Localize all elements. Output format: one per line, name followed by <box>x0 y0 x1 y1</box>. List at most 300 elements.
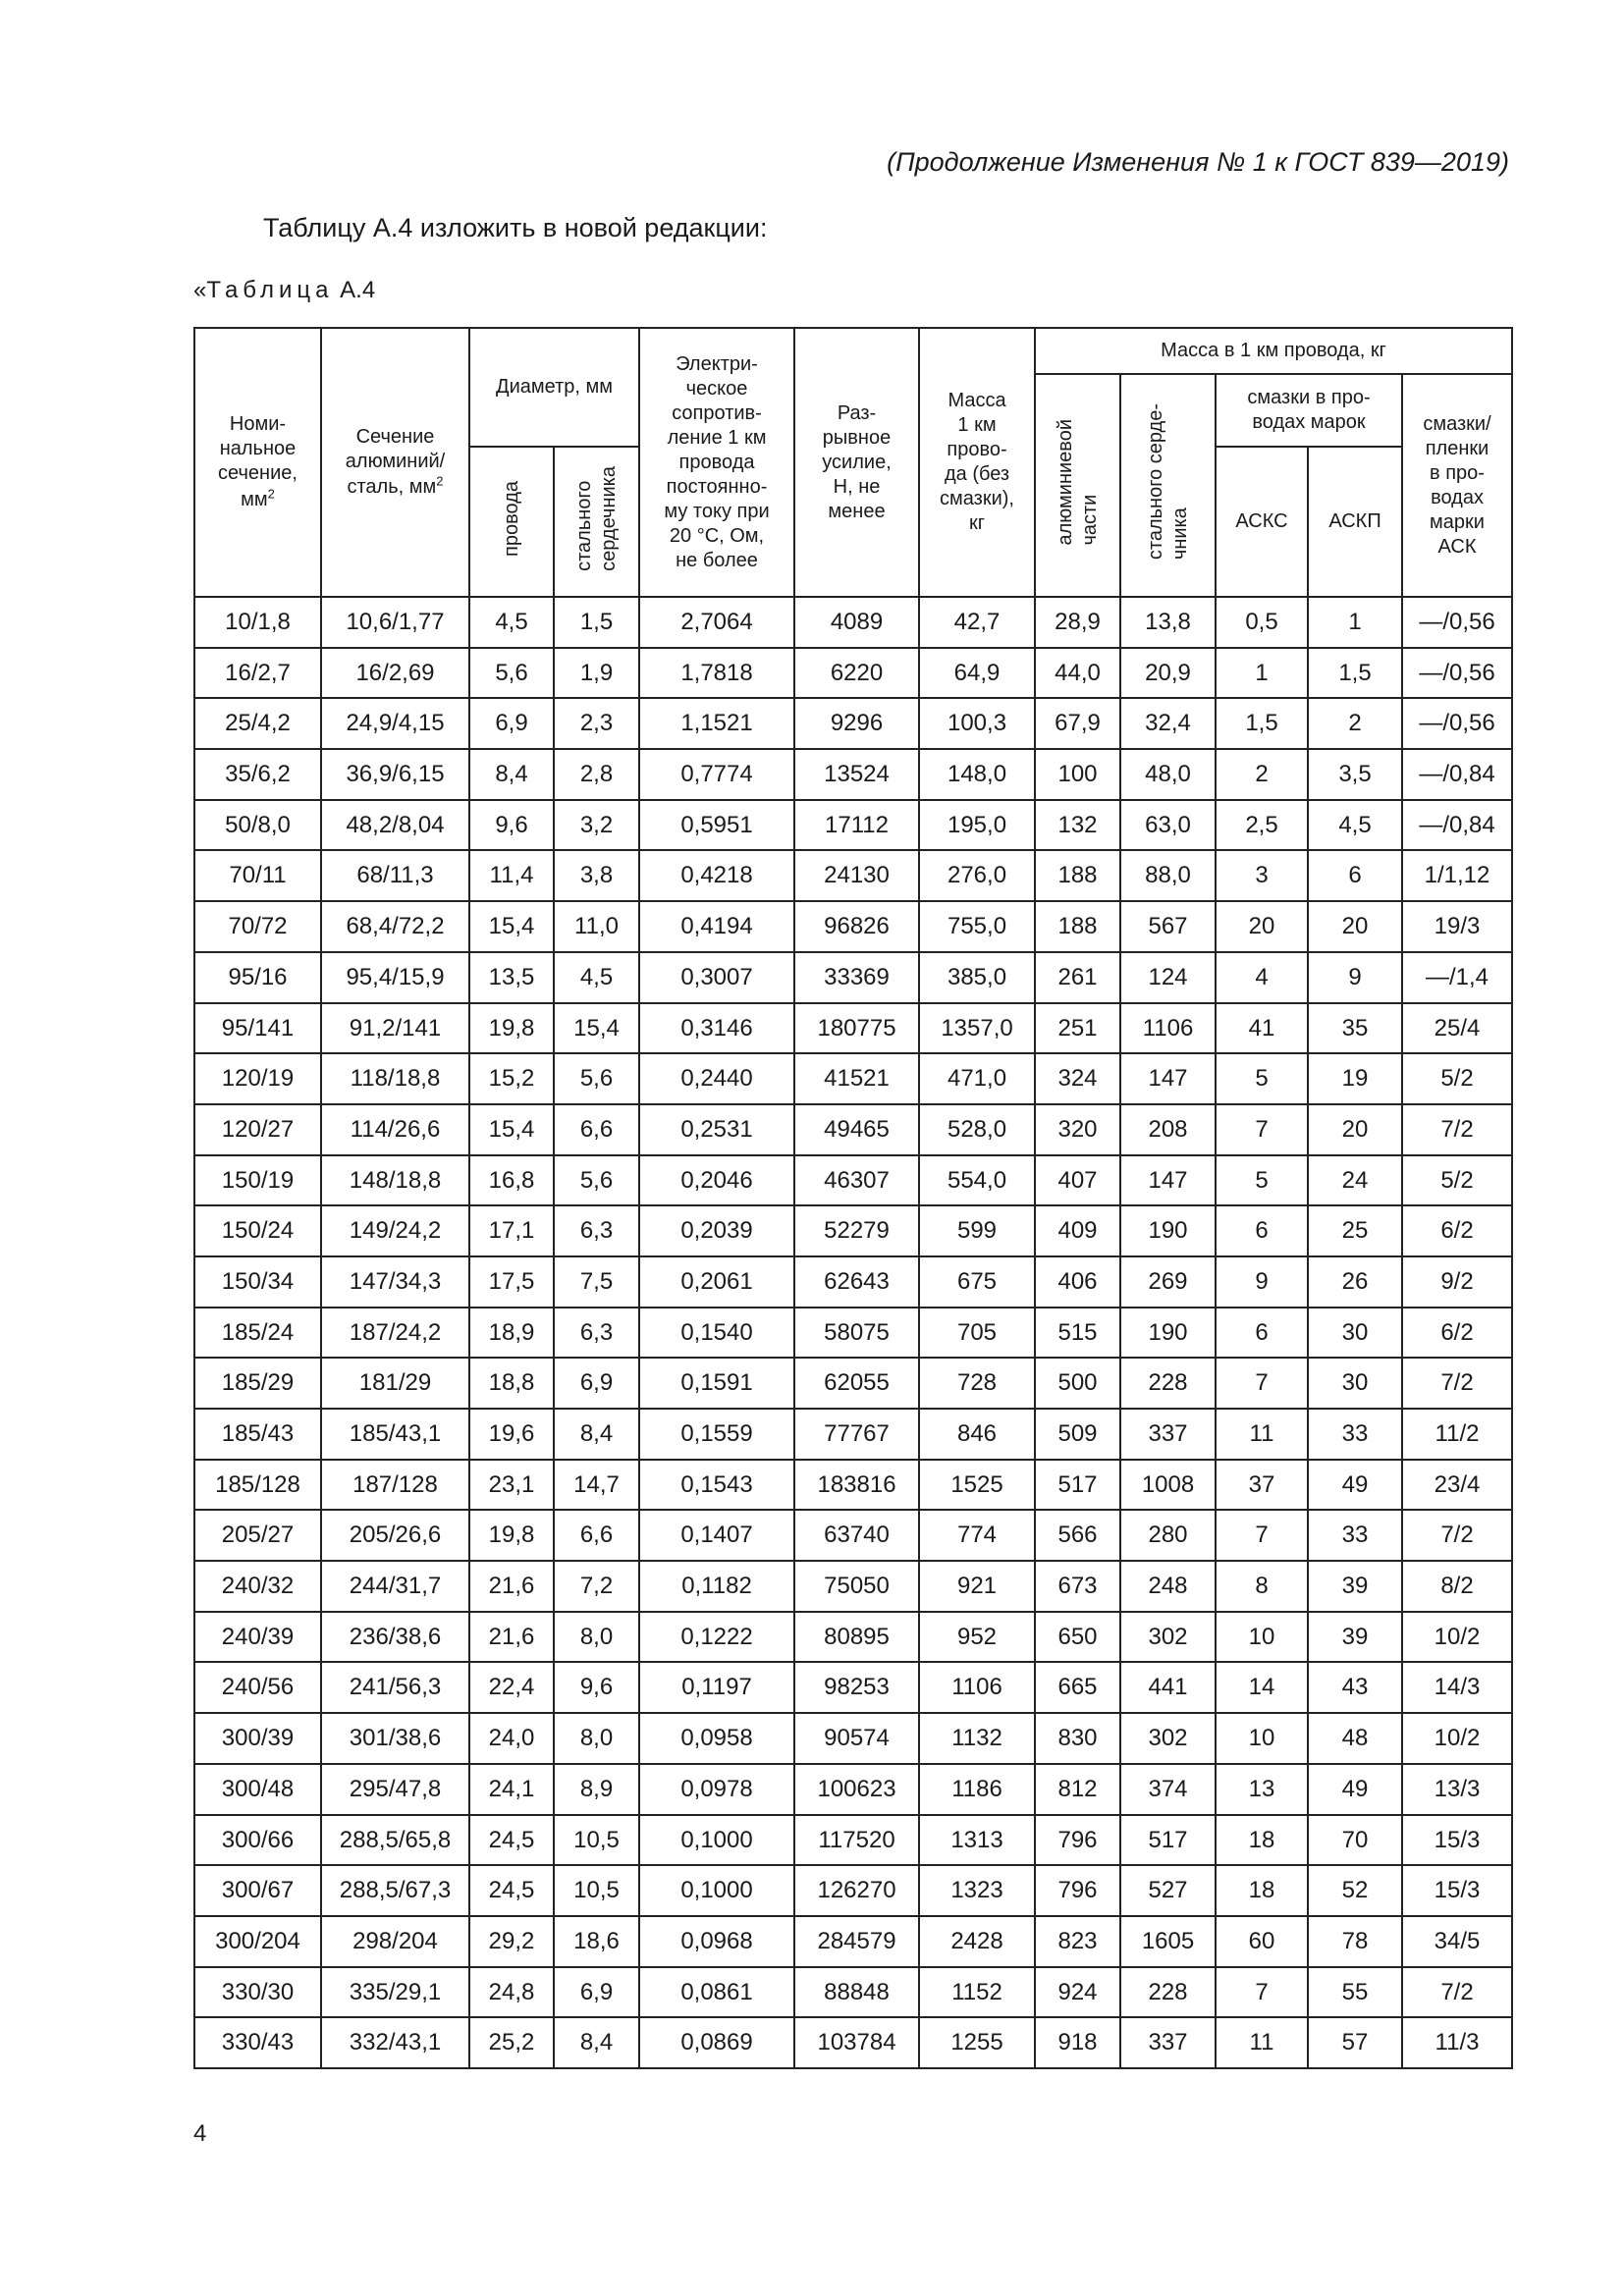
table-cell: 728 <box>919 1358 1035 1409</box>
table-cell: 24 <box>1308 1155 1402 1206</box>
table-cell: 10/2 <box>1402 1713 1512 1764</box>
table-cell: 18,9 <box>469 1308 554 1359</box>
table-cell: 244/31,7 <box>321 1561 469 1612</box>
table-cell: 49 <box>1308 1764 1402 1815</box>
table-cell: 924 <box>1035 1967 1120 2018</box>
table-cell: 0,1222 <box>639 1612 794 1663</box>
table-cell: 62643 <box>794 1256 919 1308</box>
table-cell: 11 <box>1216 1409 1308 1460</box>
table-cell: 0,1000 <box>639 1865 794 1916</box>
table-cell: 52 <box>1308 1865 1402 1916</box>
table-cell: 10/2 <box>1402 1612 1512 1663</box>
table-cell: 24,9/4,15 <box>321 698 469 749</box>
table-row <box>194 800 1512 851</box>
table-cell: 324 <box>1035 1053 1120 1104</box>
table-cell: 120/19 <box>194 1053 321 1104</box>
table-cell: 5/2 <box>1402 1053 1512 1104</box>
table-row <box>194 1662 1512 1713</box>
table-cell: 19,6 <box>469 1409 554 1460</box>
table-cell: 7/2 <box>1402 1358 1512 1409</box>
table-cell: 19 <box>1308 1053 1402 1104</box>
table-cell: 188 <box>1035 901 1120 952</box>
header-diameter-core <box>554 447 639 597</box>
table-cell: 0,1182 <box>639 1561 794 1612</box>
table-cell: 846 <box>919 1409 1035 1460</box>
header-diameter-wire <box>469 447 554 597</box>
table-cell: 70/72 <box>194 901 321 952</box>
table-cell: 1132 <box>919 1713 1035 1764</box>
header-section-sup: 2 <box>436 473 444 489</box>
table-cell: 48,2/8,04 <box>321 800 469 851</box>
table-cell: —/0,56 <box>1402 597 1512 648</box>
table-cell: 75050 <box>794 1561 919 1612</box>
table-cell: 515 <box>1035 1308 1120 1359</box>
table-cell: 406 <box>1035 1256 1120 1308</box>
table-cell: 0,2046 <box>639 1155 794 1206</box>
table-cell: 17112 <box>794 800 919 851</box>
table-row <box>194 1460 1512 1511</box>
table-cell: 823 <box>1035 1916 1120 1967</box>
table-cell: 2,5 <box>1216 800 1308 851</box>
table-row <box>194 2017 1512 2068</box>
table-cell: 330/30 <box>194 1967 321 2018</box>
table-row <box>194 1003 1512 1054</box>
table-cell: 28,9 <box>1035 597 1120 648</box>
table-cell: 126270 <box>794 1865 919 1916</box>
table-cell: 208 <box>1120 1104 1216 1155</box>
header-mass-steel <box>1120 374 1216 597</box>
table-cell: 240/39 <box>194 1612 321 1663</box>
header-section-text: Сечение алюминий/ сталь, мм <box>345 425 446 499</box>
table-cell: —/0,56 <box>1402 648 1512 699</box>
table-row <box>194 1713 1512 1764</box>
table-cell: 7,2 <box>554 1561 639 1612</box>
table-cell: 20 <box>1308 901 1402 952</box>
table-cell: 149/24,2 <box>321 1205 469 1256</box>
table-cell: 2 <box>1216 749 1308 800</box>
table-cell: 67,9 <box>1035 698 1120 749</box>
table-cell: 7 <box>1216 1967 1308 2018</box>
table-cell: 20 <box>1308 1104 1402 1155</box>
continuation-note: (Продолжение Изменения № 1 к ГОСТ 839—2019) <box>887 147 1509 177</box>
table-cell: 62055 <box>794 1358 919 1409</box>
table-cell: 650 <box>1035 1612 1120 1663</box>
table-cell: 19,8 <box>469 1003 554 1054</box>
table-cell: 0,0869 <box>639 2017 794 2068</box>
table-cell: 3,5 <box>1308 749 1402 800</box>
table-cell: 33 <box>1308 1409 1402 1460</box>
table-cell: —/1,4 <box>1402 952 1512 1003</box>
table-cell: 80895 <box>794 1612 919 1663</box>
table-cell: 17,1 <box>469 1205 554 1256</box>
table-cell: 567 <box>1120 901 1216 952</box>
table-cell: 0,1000 <box>639 1815 794 1866</box>
caption-prefix: « <box>193 277 207 303</box>
table-cell: 49 <box>1308 1460 1402 1511</box>
table-cell: 13,5 <box>469 952 554 1003</box>
table-cell: 280 <box>1120 1510 1216 1561</box>
table-cell: 183816 <box>794 1460 919 1511</box>
table-row <box>194 1916 1512 1967</box>
table-cell: 148,0 <box>919 749 1035 800</box>
table-cell: 190 <box>1120 1205 1216 1256</box>
table-cell: 26 <box>1308 1256 1402 1308</box>
table-cell: 1106 <box>919 1662 1035 1713</box>
table-cell: 228 <box>1120 1967 1216 2018</box>
header-nominal-sup: 2 <box>267 486 275 502</box>
table-cell: 68,4/72,2 <box>321 901 469 952</box>
table-cell: 1,7818 <box>639 648 794 699</box>
table-cell: 0,4194 <box>639 901 794 952</box>
table-cell: 6/2 <box>1402 1308 1512 1359</box>
table-cell: —/0,84 <box>1402 800 1512 851</box>
table-cell: 240/32 <box>194 1561 321 1612</box>
table-cell: 10,6/1,77 <box>321 597 469 648</box>
table-cell: 117520 <box>794 1815 919 1866</box>
table-cell: 95,4/15,9 <box>321 952 469 1003</box>
table-cell: 14/3 <box>1402 1662 1512 1713</box>
table-cell: 96826 <box>794 901 919 952</box>
table-cell: 29,2 <box>469 1916 554 1967</box>
table-cell: 240/56 <box>194 1662 321 1713</box>
table-row <box>194 1967 1512 2018</box>
table-cell: 60 <box>1216 1916 1308 1967</box>
table-cell: 2428 <box>919 1916 1035 1967</box>
table-cell: 185/24 <box>194 1308 321 1359</box>
table-cell: 952 <box>919 1612 1035 1663</box>
table-cell: 8,4 <box>554 2017 639 2068</box>
table-cell: 1/1,12 <box>1402 850 1512 901</box>
table-cell: 91,2/141 <box>321 1003 469 1054</box>
table-cell: 6 <box>1216 1205 1308 1256</box>
table-cell: 407 <box>1035 1155 1120 1206</box>
table-cell: 120/27 <box>194 1104 321 1155</box>
table-cell: 1008 <box>1120 1460 1216 1511</box>
table-cell: 9296 <box>794 698 919 749</box>
table-cell: 9 <box>1216 1256 1308 1308</box>
table-cell: 284579 <box>794 1916 919 1967</box>
table-cell: 103784 <box>794 2017 919 2068</box>
table-cell: 295/47,8 <box>321 1764 469 1815</box>
table-row <box>194 1764 1512 1815</box>
table-cell: 7/2 <box>1402 1104 1512 1155</box>
table-row <box>194 1358 1512 1409</box>
table-cell: 100 <box>1035 749 1120 800</box>
table-cell: 68/11,3 <box>321 850 469 901</box>
header-mass-al-text: алюминиевой части <box>1054 418 1101 546</box>
table-cell: 6 <box>1308 850 1402 901</box>
table-cell: 1186 <box>919 1764 1035 1815</box>
table-cell: 95/141 <box>194 1003 321 1054</box>
table-cell: 8/2 <box>1402 1561 1512 1612</box>
table-cell: 236/38,6 <box>321 1612 469 1663</box>
table-cell: 15/3 <box>1402 1865 1512 1916</box>
table-cell: 4,5 <box>469 597 554 648</box>
table-row <box>194 1205 1512 1256</box>
table-cell: 49465 <box>794 1104 919 1155</box>
table-row <box>194 850 1512 901</box>
table-cell: 18 <box>1216 1815 1308 1866</box>
table-row <box>194 1561 1512 1612</box>
table-cell: 5,6 <box>554 1053 639 1104</box>
table-cell: 0,0978 <box>639 1764 794 1815</box>
table-cell: 1313 <box>919 1815 1035 1866</box>
table-cell: 132 <box>1035 800 1120 851</box>
table-cell: 180775 <box>794 1003 919 1054</box>
table-cell: 6,3 <box>554 1205 639 1256</box>
table-cell: 58075 <box>794 1308 919 1359</box>
table-cell: 33369 <box>794 952 919 1003</box>
table-cell: 13/3 <box>1402 1764 1512 1815</box>
table-cell: 24,5 <box>469 1815 554 1866</box>
table-cell: 3,2 <box>554 800 639 851</box>
table-cell: 181/29 <box>321 1358 469 1409</box>
table-cell: 528,0 <box>919 1104 1035 1155</box>
table-caption <box>193 277 375 304</box>
table-cell: 0,2039 <box>639 1205 794 1256</box>
table-cell: 0,5 <box>1216 597 1308 648</box>
table-cell: 13 <box>1216 1764 1308 1815</box>
header-mass-al <box>1035 374 1120 597</box>
table-cell: 0,1559 <box>639 1409 794 1460</box>
table-cell: 6,9 <box>554 1358 639 1409</box>
table-cell: 148/18,8 <box>321 1155 469 1206</box>
table-cell: 1,1521 <box>639 698 794 749</box>
table-cell: 185/29 <box>194 1358 321 1409</box>
table-cell: 15,2 <box>469 1053 554 1104</box>
table-cell: 124 <box>1120 952 1216 1003</box>
table-cell: 8,0 <box>554 1612 639 1663</box>
table-cell: 11/3 <box>1402 2017 1512 2068</box>
table-row <box>194 749 1512 800</box>
table-cell: 43 <box>1308 1662 1402 1713</box>
table-cell: 918 <box>1035 2017 1120 2068</box>
table-cell: 98253 <box>794 1662 919 1713</box>
table-cell: —/0,84 <box>1402 749 1512 800</box>
table-cell: 35 <box>1308 1003 1402 1054</box>
table-cell: 2,7064 <box>639 597 794 648</box>
table-cell: 527 <box>1120 1865 1216 1916</box>
table-cell: 301/38,6 <box>321 1713 469 1764</box>
table-cell: 332/43,1 <box>321 2017 469 2068</box>
table-cell: 2,8 <box>554 749 639 800</box>
table-cell: 88848 <box>794 1967 919 2018</box>
header-section <box>321 328 469 597</box>
table-row <box>194 698 1512 749</box>
page-number: 4 <box>193 2120 207 2147</box>
table-cell: 11,0 <box>554 901 639 952</box>
table-cell: 0,1197 <box>639 1662 794 1713</box>
table-cell: 269 <box>1120 1256 1216 1308</box>
table-cell: 14 <box>1216 1662 1308 1713</box>
table-cell: 17,5 <box>469 1256 554 1308</box>
table-cell: 20,9 <box>1120 648 1216 699</box>
table-cell: 34/5 <box>1402 1916 1512 1967</box>
table-cell: 10,5 <box>554 1815 639 1866</box>
table-cell: 509 <box>1035 1409 1120 1460</box>
table-cell: 517 <box>1120 1815 1216 1866</box>
table-cell: 25/4 <box>1402 1003 1512 1054</box>
table-cell: 8 <box>1216 1561 1308 1612</box>
table-cell: 10 <box>1216 1713 1308 1764</box>
table-cell: 374 <box>1120 1764 1216 1815</box>
table-cell: 517 <box>1035 1460 1120 1511</box>
table-cell: 2 <box>1308 698 1402 749</box>
table-cell: 1,5 <box>554 597 639 648</box>
table-cell: 330/43 <box>194 2017 321 2068</box>
table-cell: 7/2 <box>1402 1967 1512 2018</box>
table-cell: 337 <box>1120 1409 1216 1460</box>
table-cell: 24,5 <box>469 1865 554 1916</box>
table-cell: 21,6 <box>469 1561 554 1612</box>
header-resistance: Электри- ческое сопротив- ление 1 км провода постоянно- му току при 20 °С, Ом, не более <box>639 328 794 597</box>
table-cell: 77767 <box>794 1409 919 1460</box>
table-row <box>194 952 1512 1003</box>
table-cell: 251 <box>1035 1003 1120 1054</box>
table-cell: 300/204 <box>194 1916 321 1967</box>
table-cell: 63,0 <box>1120 800 1216 851</box>
table-cell: 812 <box>1035 1764 1120 1815</box>
table-cell: 41521 <box>794 1053 919 1104</box>
table-cell: 1106 <box>1120 1003 1216 1054</box>
table-cell: 55 <box>1308 1967 1402 2018</box>
table-cell: 755,0 <box>919 901 1035 952</box>
table-cell: 11/2 <box>1402 1409 1512 1460</box>
data-table <box>193 327 1513 2069</box>
table-cell: 63740 <box>794 1510 919 1561</box>
table-cell: 70 <box>1308 1815 1402 1866</box>
table-cell: 0,0861 <box>639 1967 794 2018</box>
table-cell: 23,1 <box>469 1460 554 1511</box>
table-cell: 9/2 <box>1402 1256 1512 1308</box>
table-cell: 39 <box>1308 1561 1402 1612</box>
table-cell: 24,8 <box>469 1967 554 2018</box>
table-cell: 187/128 <box>321 1460 469 1511</box>
table-row <box>194 1053 1512 1104</box>
table-row <box>194 1612 1512 1663</box>
table-cell: 100,3 <box>919 698 1035 749</box>
header-mass-steel-text: стального серде- чника <box>1144 403 1191 561</box>
table-cell: 6,3 <box>554 1308 639 1359</box>
table-cell: 118/18,8 <box>321 1053 469 1104</box>
table-row <box>194 1510 1512 1561</box>
table-cell: 24,1 <box>469 1764 554 1815</box>
table-cell: 16,8 <box>469 1155 554 1206</box>
table-cell: 15,4 <box>469 1104 554 1155</box>
header-grease-acks: АСКС <box>1216 447 1308 597</box>
table-cell: 18,6 <box>554 1916 639 1967</box>
table-cell: 24130 <box>794 850 919 901</box>
table-cell: 300/39 <box>194 1713 321 1764</box>
table-cell: 6/2 <box>1402 1205 1512 1256</box>
table-cell: 337 <box>1120 2017 1216 2068</box>
table-cell: 195,0 <box>919 800 1035 851</box>
table-cell: 9,6 <box>469 800 554 851</box>
table-cell: 19,8 <box>469 1510 554 1561</box>
table-cell: 500 <box>1035 1358 1120 1409</box>
table-row <box>194 1409 1512 1460</box>
table-cell: 15/3 <box>1402 1815 1512 1866</box>
table-cell: 5,6 <box>554 1155 639 1206</box>
table-cell: 39 <box>1308 1612 1402 1663</box>
table-cell: 95/16 <box>194 952 321 1003</box>
table-cell: 18 <box>1216 1865 1308 1916</box>
header-diameter: Диаметр, мм <box>469 328 639 447</box>
table-cell: 6220 <box>794 648 919 699</box>
table-cell: 64,9 <box>919 648 1035 699</box>
table-cell: 665 <box>1035 1662 1120 1713</box>
table-cell: 554,0 <box>919 1155 1035 1206</box>
table-cell: 302 <box>1120 1713 1216 1764</box>
table-cell: 248 <box>1120 1561 1216 1612</box>
table-cell: 9 <box>1308 952 1402 1003</box>
table-cell: 42,7 <box>919 597 1035 648</box>
table-cell: 796 <box>1035 1815 1120 1866</box>
table-cell: 185/128 <box>194 1460 321 1511</box>
table-cell: 796 <box>1035 1865 1120 1916</box>
table-cell: 147/34,3 <box>321 1256 469 1308</box>
table-cell: 7 <box>1216 1510 1308 1561</box>
table-cell: 1,5 <box>1216 698 1308 749</box>
header-nominal-text: Номи- нальное сечение, мм <box>218 413 298 510</box>
header-grease-film: смазки/ пленки в про- водах марки АСК <box>1402 374 1512 597</box>
header-mass-group: Масса в 1 км провода, кг <box>1035 328 1512 374</box>
table-cell: 7 <box>1216 1358 1308 1409</box>
table-cell: 205/26,6 <box>321 1510 469 1561</box>
table-cell: 10 <box>1216 1612 1308 1663</box>
table-cell: 830 <box>1035 1713 1120 1764</box>
table-cell: 675 <box>919 1256 1035 1308</box>
header-grease-ackp: АСКП <box>1308 447 1402 597</box>
table-cell: 8,9 <box>554 1764 639 1815</box>
table-cell: 16/2,7 <box>194 648 321 699</box>
table-row <box>194 597 1512 648</box>
header-diameter-wire-text: провода <box>500 480 522 557</box>
table-body <box>194 597 1512 2068</box>
table-cell: 7/2 <box>1402 1510 1512 1561</box>
table-cell: 1357,0 <box>919 1003 1035 1054</box>
table-cell: 37 <box>1216 1460 1308 1511</box>
caption-word: Таблица <box>206 277 334 303</box>
table-cell: 1 <box>1308 597 1402 648</box>
table-cell: 441 <box>1120 1662 1216 1713</box>
table-cell: 30 <box>1308 1358 1402 1409</box>
table-cell: 288,5/67,3 <box>321 1865 469 1916</box>
table-cell: 0,7774 <box>639 749 794 800</box>
table-cell: 57 <box>1308 2017 1402 2068</box>
table-cell: 41 <box>1216 1003 1308 1054</box>
table-cell: 100623 <box>794 1764 919 1815</box>
table-cell: 4 <box>1216 952 1308 1003</box>
table-cell: 1255 <box>919 2017 1035 2068</box>
table-cell: 302 <box>1120 1612 1216 1663</box>
caption-number: А.4 <box>340 277 376 303</box>
table-cell: 70/11 <box>194 850 321 901</box>
table-cell: 18,8 <box>469 1358 554 1409</box>
table-cell: 10,5 <box>554 1865 639 1916</box>
table-cell: 88,0 <box>1120 850 1216 901</box>
table-cell: 150/24 <box>194 1205 321 1256</box>
table-cell: 90574 <box>794 1713 919 1764</box>
table-cell: 0,2061 <box>639 1256 794 1308</box>
table-cell: 921 <box>919 1561 1035 1612</box>
table-row <box>194 1308 1512 1359</box>
table-cell: 0,0958 <box>639 1713 794 1764</box>
table-cell: 300/48 <box>194 1764 321 1815</box>
table-cell: 0,4218 <box>639 850 794 901</box>
intro-text: Таблицу А.4 изложить в новой редакции: <box>263 213 768 242</box>
table-cell: 261 <box>1035 952 1120 1003</box>
